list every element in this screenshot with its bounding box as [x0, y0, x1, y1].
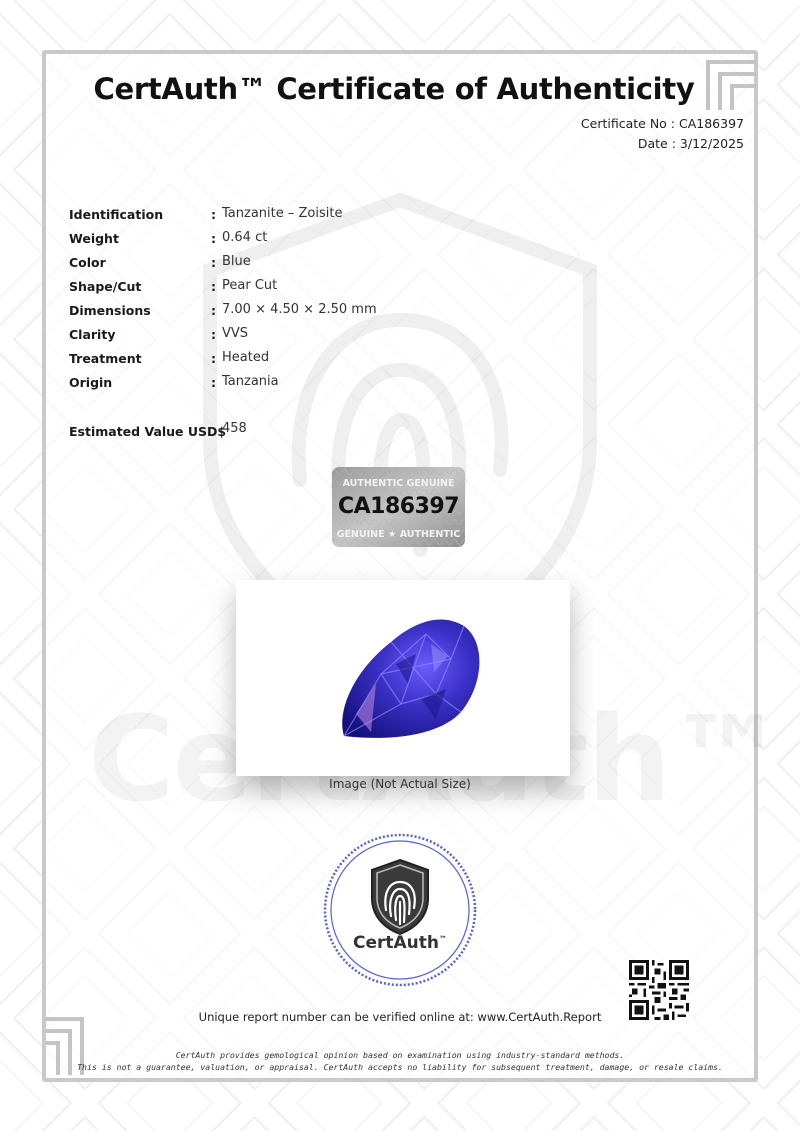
spec-row-color — [69, 255, 569, 277]
certificate-date-label: Date : — [637, 136, 676, 151]
spec-label: Color — [69, 255, 106, 270]
hologram-seal — [332, 467, 465, 547]
spec-row-identification — [69, 207, 569, 229]
spec-value: 0.64 ct — [222, 230, 268, 245]
estimated-value-label: Estimated Value USD$ — [69, 424, 227, 439]
spec-colon: : — [211, 207, 216, 222]
spec-label: Identification — [69, 207, 164, 222]
disclaimer-line: CertAuth provides gemological opinion based on examination using industry-standard methods. — [175, 1050, 625, 1060]
estimated-value: 458 — [222, 421, 247, 436]
seal-bottom-text: GENUINE ★ AUTHENTIC — [336, 529, 461, 540]
spec-value: VVS — [222, 326, 249, 341]
image-caption: Image (Not Actual Size) — [329, 777, 471, 791]
spec-colon: : — [211, 231, 216, 246]
spec-colon: : — [211, 255, 216, 270]
spec-label: Shape/Cut — [69, 279, 142, 294]
badge-brand-name: CertAuth — [352, 933, 439, 953]
spec-value: Pear Cut — [222, 278, 278, 293]
spec-colon: : — [211, 279, 216, 294]
spec-row-dimensions — [69, 303, 569, 325]
certificate-date-value: 3/12/2025 — [679, 136, 744, 151]
disclaimer-line: This is not a guarantee, valuation, or appraisal. CertAuth accepts no liability for subsequent treatment, damage, or resale claims. — [77, 1062, 723, 1072]
spec-value: 7.00 × 4.50 × 2.50 mm — [222, 302, 377, 317]
spec-label: Origin — [69, 375, 113, 390]
gem-image — [336, 614, 482, 742]
spec-colon: : — [211, 375, 216, 390]
spec-row-weight — [69, 231, 569, 253]
spec-value: Blue — [222, 254, 251, 269]
certificate-date — [638, 136, 744, 151]
certificate-number-label: Certificate No : — [580, 116, 676, 131]
badge-brand — [322, 933, 478, 953]
spec-label: Treatment — [69, 351, 142, 366]
spec-row-treatment — [69, 351, 569, 373]
seal-top-text: AUTHENTIC GENUINE — [342, 478, 455, 489]
spec-value: Tanzanite – Zoisite — [222, 206, 343, 221]
spec-colon: : — [211, 303, 216, 318]
spec-value: Heated — [222, 350, 270, 365]
spec-label: Dimensions — [69, 303, 151, 318]
certificate-number-value: CA186397 — [679, 116, 744, 131]
certificate-number — [581, 116, 744, 131]
spec-row-origin — [69, 375, 569, 397]
spec-row-shape-cut — [69, 279, 569, 301]
spec-value: Tanzania — [222, 374, 279, 389]
spec-colon: : — [211, 327, 216, 342]
spec-colon: : — [211, 351, 216, 366]
spec-row-clarity — [69, 327, 569, 349]
verification-note: Unique report number can be verified online at: www.CertAuth.Report — [198, 1010, 602, 1024]
spec-label: Weight — [69, 231, 119, 246]
seal-number: CA186397 — [337, 494, 460, 519]
certificate-title: CertAuth™ Certificate of Authenticity — [93, 72, 695, 106]
certauth-badge — [322, 832, 478, 988]
spec-label: Clarity — [69, 327, 116, 342]
badge-trademark: ™ — [439, 934, 447, 944]
